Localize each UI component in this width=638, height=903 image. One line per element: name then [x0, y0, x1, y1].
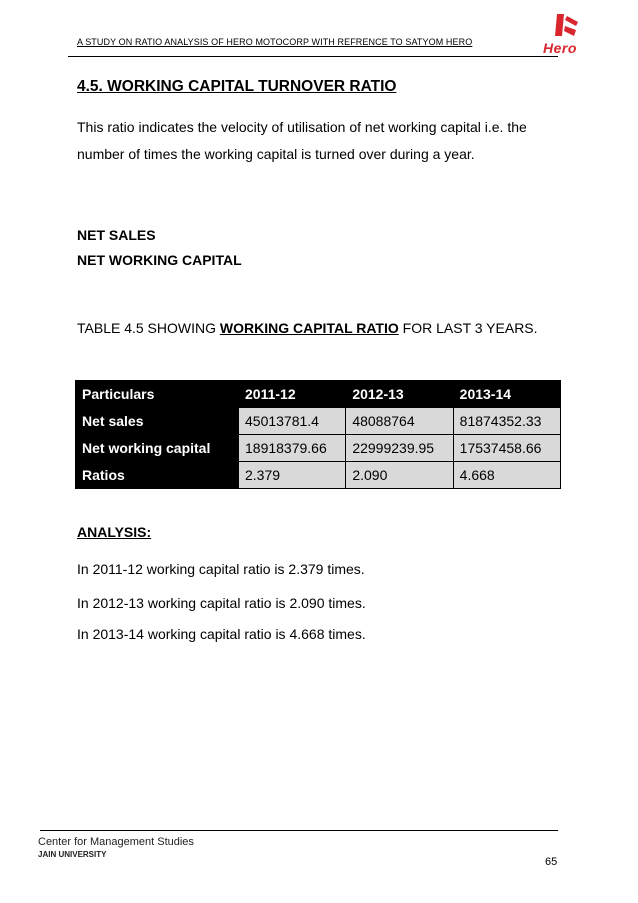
table-cell: 17537458.66: [453, 435, 560, 462]
row-label: Net sales: [76, 408, 239, 435]
hero-logo-icon: [554, 12, 580, 38]
row-label: Net working capital: [76, 435, 239, 462]
caption-emphasis: WORKING CAPITAL RATIO: [219, 320, 399, 336]
footer-divider: [40, 830, 558, 831]
table-cell: 4.668: [453, 462, 560, 489]
table-cell: 81874352.33: [453, 408, 560, 435]
header-title: A STUDY ON RATIO ANALYSIS OF HERO MOTOCORP WITH REFRENCE TO SATYOM HERO: [77, 37, 473, 47]
section-heading: 4.5. WORKING CAPITAL TURNOVER RATIO: [77, 78, 397, 95]
header-cell: 2012-13: [346, 381, 453, 408]
caption-prefix: TABLE 4.5 SHOWING: [77, 320, 220, 336]
working-capital-table: [75, 380, 561, 489]
hero-logo-text: Hero: [543, 40, 577, 56]
footer-university: JAIN UNIVERSITY: [38, 850, 107, 859]
table-row: [76, 462, 561, 489]
analysis-line: In 2013-14 working capital ratio is 4.668 times.: [77, 626, 366, 642]
table-cell: 2.379: [239, 462, 346, 489]
row-label: Ratios: [76, 462, 239, 489]
header-cell: 2011-12: [239, 381, 346, 408]
analysis-line: In 2011-12 working capital ratio is 2.379 times.: [77, 561, 365, 577]
analysis-line: In 2012-13 working capital ratio is 2.090 times.: [77, 595, 366, 611]
analysis-heading: ANALYSIS:: [77, 524, 152, 540]
table-cell: 22999239.95: [346, 435, 453, 462]
table-row: [76, 408, 561, 435]
header-cell: Particulars: [76, 381, 239, 408]
formula-numerator: NET SALES: [77, 227, 156, 243]
formula-denominator: NET WORKING CAPITAL: [77, 252, 242, 268]
caption-suffix: FOR LAST 3 YEARS.: [398, 320, 538, 336]
intro-paragraph: This ratio indicates the velocity of utilisation of net working capital i.e. the number of times the working capital is turned over during a year.: [77, 119, 527, 162]
table-caption: [77, 316, 561, 341]
table-cell: 48088764: [346, 408, 453, 435]
table-cell: 2.090: [346, 462, 453, 489]
header-cell: 2013-14: [453, 381, 560, 408]
header-divider: [68, 56, 558, 57]
table-row: [76, 435, 561, 462]
table-header-row: [76, 381, 561, 408]
table-cell: 18918379.66: [239, 435, 346, 462]
page-number: 65: [545, 856, 558, 868]
footer-organization: Center for Management Studies: [38, 836, 194, 848]
table-cell: 45013781.4: [239, 408, 346, 435]
hero-logo: [540, 12, 596, 58]
